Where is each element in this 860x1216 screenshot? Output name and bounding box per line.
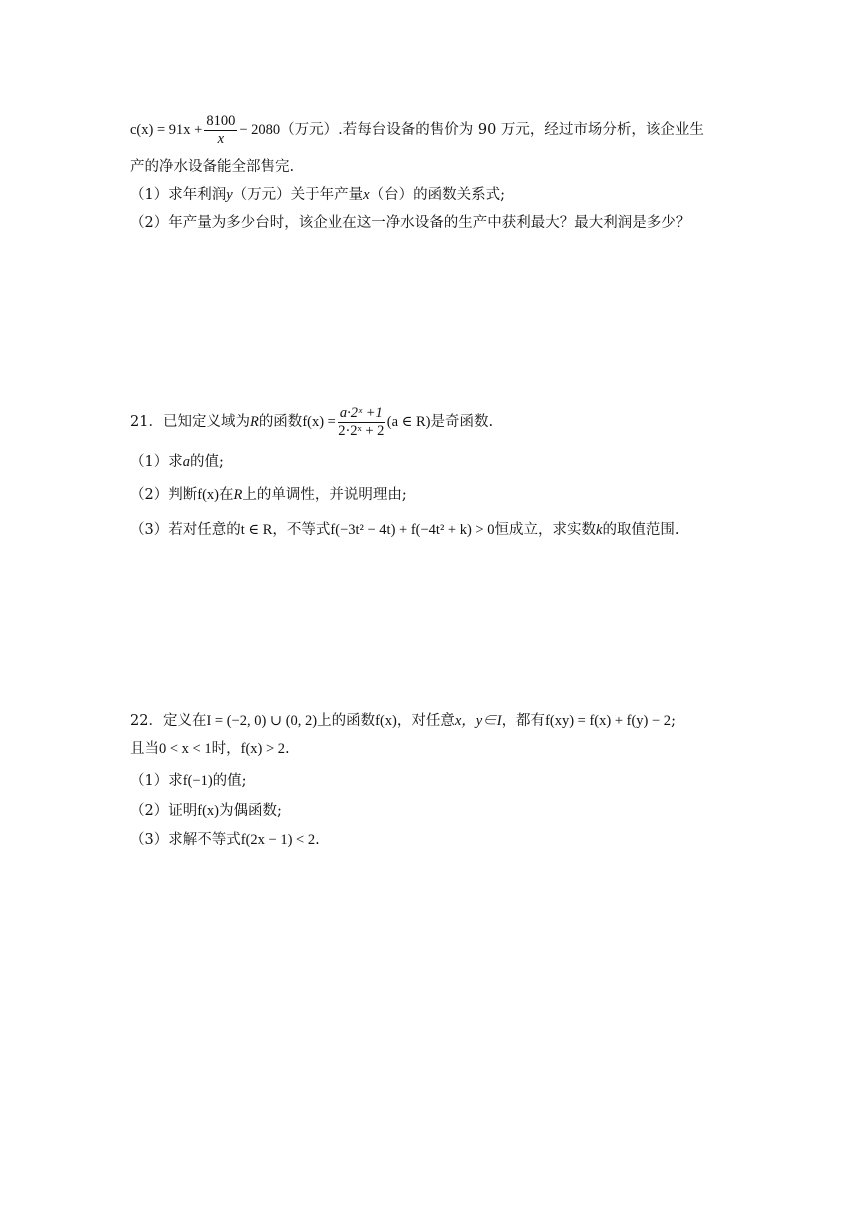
q22-intro xyxy=(130,711,676,731)
q21-part2 xyxy=(130,485,407,505)
q20-frac-denominator: x xyxy=(217,130,225,147)
q20-part1-pre: （1）求年利润 xyxy=(130,187,227,203)
q21-part2-set-r: R xyxy=(233,487,243,503)
q22-part3 xyxy=(130,830,320,850)
q21-part1-var-a: a xyxy=(182,454,190,470)
q21-part2-mid: 在 xyxy=(218,487,234,503)
q21-frac-numerator: a·2ˣ +1 xyxy=(339,404,383,421)
q22-part3-expr: f(2x − 1) < 2 xyxy=(240,832,316,848)
q20-part1 xyxy=(130,185,505,205)
q21-intro xyxy=(130,404,493,440)
q21-intro-post: 是奇函数. xyxy=(430,414,494,430)
q21-part2-fx: f(x) xyxy=(197,487,219,503)
q22-part2-post: 为偶函数; xyxy=(218,803,282,819)
q22-functional-equation: f(xy) = f(x) + f(y) − 2 xyxy=(545,713,672,729)
q21-part3 xyxy=(130,520,680,540)
q20-part1-post: （台）的函数关系式; xyxy=(369,187,505,203)
q20-part1-var-y: y xyxy=(226,187,233,203)
q20-part2: （2）年产量为多少台时，该企业在这一净水设备的生产中获利最大？最大利润是多少？ xyxy=(130,215,691,231)
q20-part1-var-x: x xyxy=(363,187,370,203)
q20-cost-rhs: − 2080 xyxy=(239,122,281,138)
q22-part2-expr: f(x) xyxy=(197,803,219,819)
q21-frac-denominator: 2·2ˣ + 2 xyxy=(338,422,385,439)
q20-cost-lhs: c(x) = 91x + xyxy=(130,122,203,138)
q22-vars: x，y∈I xyxy=(454,713,502,729)
q21-function-label: f(x) = xyxy=(302,414,336,430)
q22-part3-pre: （3）求解不等式 xyxy=(130,832,241,848)
q22-part3-post: . xyxy=(315,832,320,848)
q21-part3-inequality: f(−3t² − 4t) + f(−4t² + k) > 0 xyxy=(330,522,495,538)
q20-line2: 产的净水设备能全部售完. xyxy=(130,159,295,175)
q22-intro-end: ; xyxy=(671,713,676,729)
q20-cost-fraction xyxy=(204,113,237,148)
q21-part1-pre: （1）求 xyxy=(130,454,183,470)
q22-line2-condition: 0 < x < 1 xyxy=(159,741,212,757)
q22-part2-pre: （2）证明 xyxy=(130,803,198,819)
q22-domain-set: I = (−2, 0) ∪ (0, 2) xyxy=(206,713,318,729)
q22-intro-mid3: ，都有 xyxy=(501,713,546,729)
q21-part1 xyxy=(130,452,224,472)
q20-cost-line xyxy=(130,112,704,148)
q22-line2-end: . xyxy=(285,741,290,757)
q22-line2-pre: 且当 xyxy=(130,741,159,757)
q21-part3-t: t ∈ R xyxy=(240,522,273,538)
q22-line2-mid: 时， xyxy=(211,741,241,757)
q21-intro-mid: 的函数 xyxy=(258,414,303,430)
q21-condition: (a ∈ R) xyxy=(386,414,431,430)
q21-part3-var-k: k xyxy=(596,522,603,538)
q20-cost-tail: （万元）.若每台设备的售价为 90 万元，经过市场分析，该企业生 xyxy=(280,122,704,138)
q21-part3-pre: （3）若对任意的 xyxy=(130,522,241,538)
q22-line2-inequality: f(x) > 2 xyxy=(240,741,286,757)
q21-part1-post: 的值; xyxy=(189,454,224,470)
q22-line2 xyxy=(130,739,290,759)
q22-intro-mid2: ，对任意 xyxy=(396,713,455,729)
q20-frac-numerator: 8100 xyxy=(206,112,236,129)
q21-part2-post: 上的单调性，并说明理由; xyxy=(242,487,407,503)
q22-part2 xyxy=(130,801,282,821)
q21-part3-post: 恒成立，求实数 xyxy=(494,522,596,538)
q20-part1-mid: （万元）关于年产量 xyxy=(232,187,364,203)
q21-fraction xyxy=(338,405,385,440)
q21-part3-end: 的取值范围. xyxy=(602,522,680,538)
q22-intro-pre: 22．定义在 xyxy=(130,713,207,729)
q22-part1-expr: f(−1) xyxy=(182,773,213,789)
q22-fx: f(x) xyxy=(375,713,397,729)
q21-part3-mid: ，不等式 xyxy=(272,522,331,538)
q21-intro-pre: 21．已知定义域为 xyxy=(130,414,250,430)
q22-part1 xyxy=(130,771,247,791)
q22-part1-pre: （1）求 xyxy=(130,773,183,789)
q22-part1-post: 的值; xyxy=(212,773,247,789)
q21-part2-pre: （2）判断 xyxy=(130,487,198,503)
q22-intro-mid: 上的函数 xyxy=(317,713,376,729)
q21-set-r: R xyxy=(249,414,259,430)
